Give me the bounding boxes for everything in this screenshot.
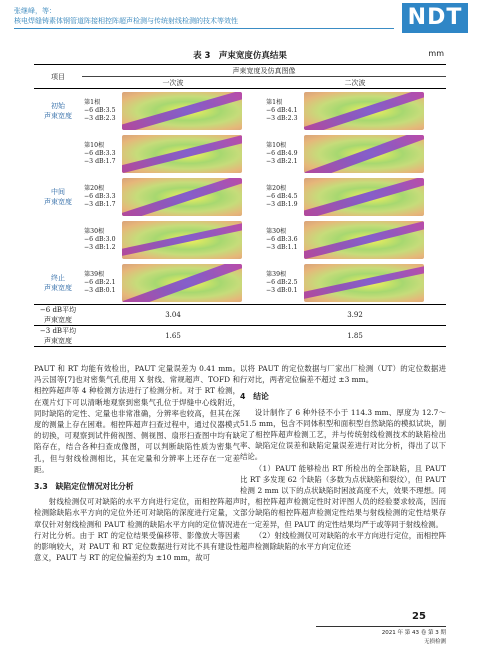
avg6-label: −6 dB平均 声束宽度 — [34, 305, 82, 326]
second-wave-label: 第1根 −6 dB:4.1 −3 dB:2.3 — [266, 98, 298, 122]
right-paragraph-3: （1）PAUT 能够检出 RT 所检出的全部缺陷，且 PAUT 比 RT 多发现 62 个缺陷（多数为点状缺陷和裂纹），但 PAUT 检测 2 mm 以下的点状缺陷时困波高度不大，效果不理想。同时，相控阵超声检测定性时对评图人员的经验要求较高，因而部分缺陷的相控阵超声检测定性结果与射线检测的定性结果存在一定差异，但 PAUT 的定性结果均严于或等同于射线检测。 — [240, 463, 446, 529]
header-authors: 张继峰，等： — [14, 7, 56, 15]
second-wave-label: 第30根 −6 dB:3.6 −3 dB:1.1 — [266, 227, 298, 251]
first-wave-label: 第20根 −6 dB:3.3 −3 dB:1.7 — [84, 184, 116, 208]
beam-simulation-image — [304, 264, 424, 302]
beam-simulation-image — [304, 221, 424, 259]
header-second-wave: 二次波 — [264, 77, 446, 89]
page-header — [0, 0, 480, 42]
row-item: 终止 声束宽度 — [34, 261, 82, 305]
table-row — [34, 175, 446, 218]
beam-simulation-image — [122, 221, 242, 259]
right-column — [240, 363, 446, 552]
header-item: 项目 — [34, 65, 82, 89]
beam-simulation-image — [122, 92, 242, 130]
first-wave-label: 第10根 −6 dB:3.3 −3 dB:1.7 — [84, 141, 116, 165]
right-paragraph-1: 以将 PAUT 的定位数据与厂家出厂检测（UT）的定位数据进行对比，两者定位偏差不超过 ±3 mm。 — [240, 364, 446, 385]
table-unit: mm — [428, 49, 444, 58]
first-wave-label: 第30根 −6 dB:3.0 −3 dB:1.2 — [84, 227, 116, 251]
second-wave-label: 第20根 −6 dB:4.5 −3 dB:1.9 — [266, 184, 298, 208]
beam-simulation-image — [122, 135, 242, 173]
row-item — [34, 132, 82, 175]
second-wave-label: 第10根 −6 dB:4.9 −3 dB:2.1 — [266, 141, 298, 165]
right-paragraph-4: （2）射线检测仅可对缺陷的水平方向进行定位，而相控阵超声检测除缺陷的水平方向定位还 — [240, 530, 446, 552]
left-paragraph-1: PAUT 和 RT 均能有效检出，PAUT 定量误差为 0.41 mm。冯云国等[7]也对密集气孔使用 X 射线、常规超声、TOFD 和相控阵超声等 4 种检测方法进行了检测分析。对于 RT 检测，在观片灯下可以清晰地观察到密集气孔位于焊缝中心线附近，同时缺陷的定性、定量也非常准确，分辨率也较高，但其在深度的测量上存在困难。相控阵超声扫查过程中，通过仪器模式的切换，可观察到试件俯视图、侧视图、扇形扫查图中均有缺陷存在，结合各种扫查成像图，可以判断缺陷性质为密集气孔，但与射线检测相比，其在定量和分辨率上还存在一定差距。 — [34, 364, 240, 474]
beam-simulation-image — [304, 92, 424, 130]
table-caption-text: 表 3 声束宽度仿真结果 — [193, 51, 287, 61]
avg3-first: 1.65 — [82, 326, 264, 347]
avg6-second: 3.92 — [264, 305, 446, 326]
right-paragraph-2: 设计制作了 6 种外径不小于 114.3 mm、厚度为 12.7～51.5 mm，包含不同体积型和面积型自然缺陷的模拟试块，制定了相控阵超声检测工艺，并与传统射线检测技术的缺陷检出率、缺陷定位误差和缺陷定量误差进行对比分析，得出了以下结论。 — [240, 407, 446, 462]
first-wave-label: 第1根 −6 dB:3.5 −3 dB:2.3 — [84, 98, 116, 122]
header-group: 声束宽度及仿真图像 — [82, 65, 446, 77]
footer-journal: 无损检测 — [423, 639, 446, 645]
beam-simulation-image — [304, 178, 424, 216]
table-caption — [0, 49, 480, 61]
section-4-title: 4 结论 — [240, 392, 269, 402]
table-row-avg3 — [34, 326, 446, 347]
avg6-first: 3.04 — [82, 305, 264, 326]
table-row-avg6 — [34, 305, 446, 326]
second-wave-label: 第39根 −6 dB:2.5 −3 dB:0.1 — [266, 270, 298, 294]
avg3-second: 1.85 — [264, 326, 446, 347]
footer-rule — [316, 626, 446, 627]
table-row — [34, 132, 446, 175]
table-row — [34, 261, 446, 305]
beam-width-table — [34, 64, 446, 347]
header-running-title: 核电焊缝铸素体钢管道阵接相控阵超声检测与传统射线检测的技术等效性 — [14, 17, 238, 25]
header-rule — [14, 28, 394, 29]
footer-issue: 2021 年 第 43 卷 第 3 期 — [381, 630, 446, 636]
page-number: 25 — [412, 611, 426, 622]
journal-logo: NDT — [402, 3, 468, 33]
header-first-wave: 一次波 — [82, 77, 264, 89]
first-wave-label: 第39根 −6 dB:2.1 −3 dB:0.1 — [84, 270, 116, 294]
left-column — [34, 363, 240, 563]
table-row — [34, 89, 446, 133]
row-item: 初始 声束宽度 — [44, 101, 72, 120]
beam-simulation-image — [304, 135, 424, 173]
beam-simulation-image — [122, 264, 242, 302]
row-item: 中间 声束宽度 — [44, 187, 72, 206]
row-item — [34, 218, 82, 261]
table-row — [34, 218, 446, 261]
section-3-3-title: 3.3 缺陷定位情况对比分析 — [34, 482, 134, 492]
left-paragraph-2: 射线检测仅可对缺陷的水平方向进行定位，而相控阵超声检测除缺陷水平方向的定位外还可对缺陷的深度进行定量，文章仅针对射线检测和 PAUT 检测的缺陷水平方向的定位情况进行对比分析。由于 RT 的定位结果受偏移带、影像放大等因素的影响较大，对 PAUT 和 RT 定位数据进行对比不具有建设性意义，PAUT 与 RT 的定位偏差约为 ±10 mm，故可 — [34, 497, 240, 563]
avg3-label: −3 dB平均 声束宽度 — [34, 326, 82, 347]
beam-simulation-image — [122, 178, 242, 216]
